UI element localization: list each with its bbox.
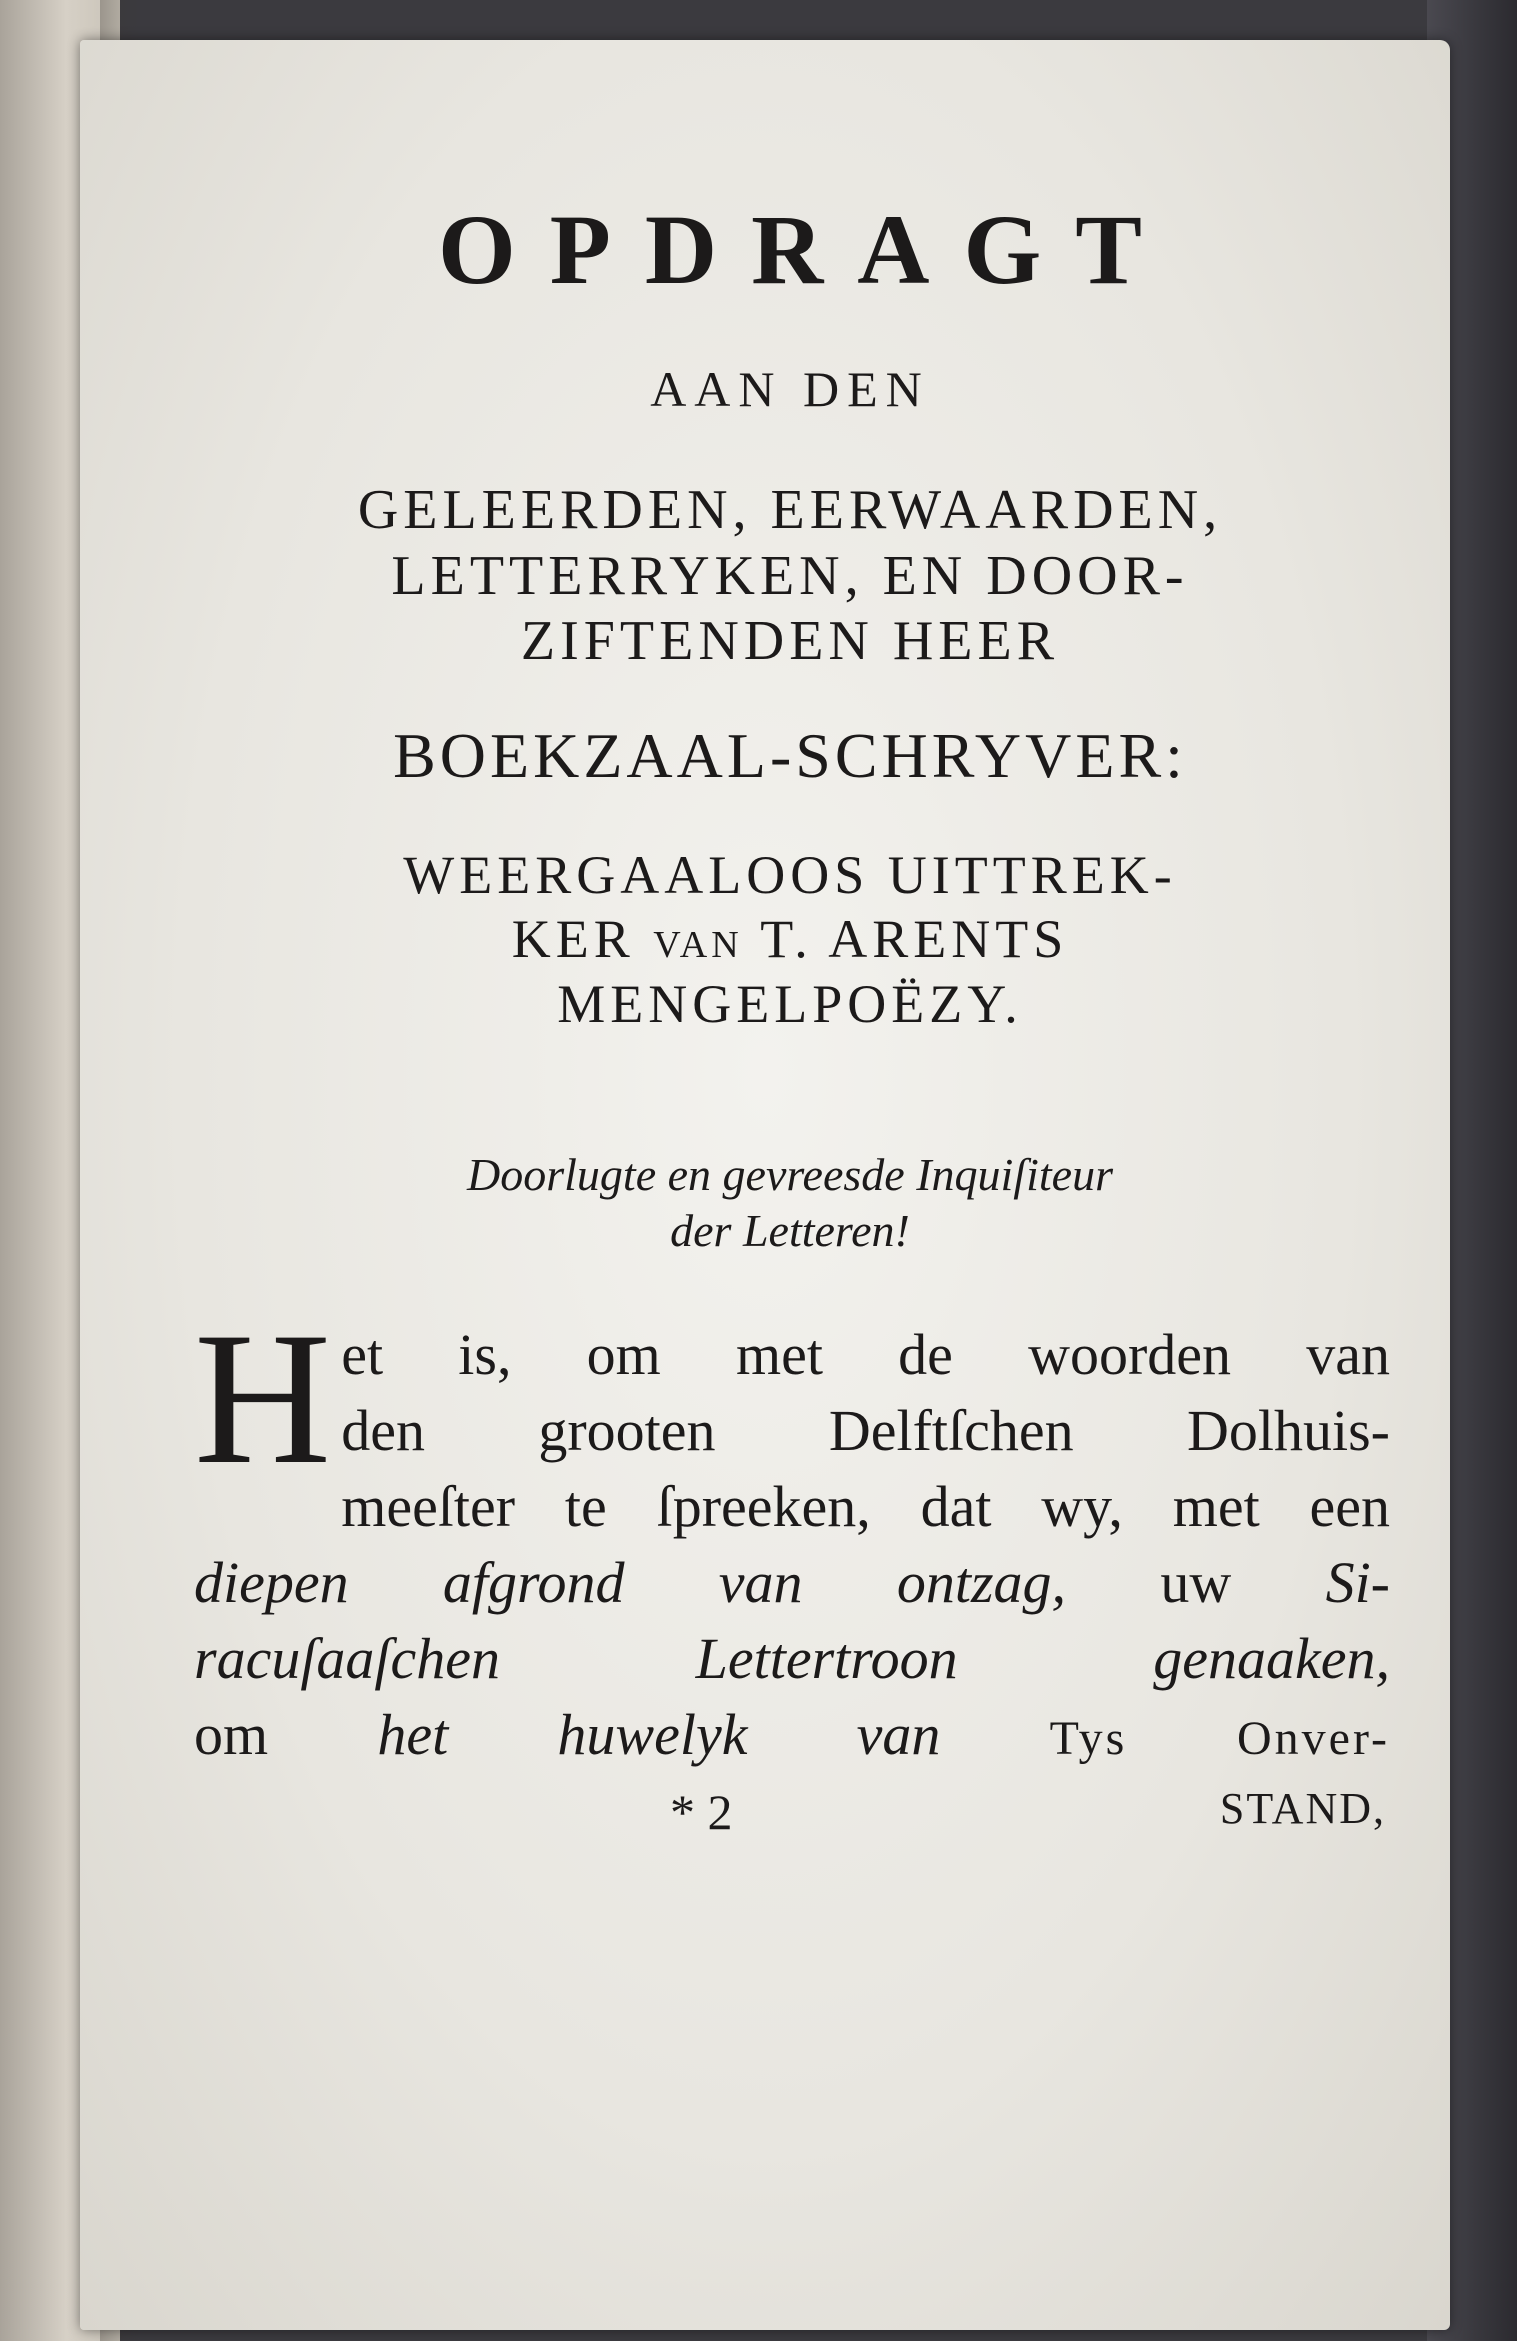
drop-cap: H <box>194 1294 332 1505</box>
weergaaloos-text: KER <box>511 909 635 970</box>
address-line: GELEERDEN, EERWAARDEN, <box>357 479 1223 541</box>
weergaaloos-line: WEERGAALOOS UITTREK- <box>403 844 1177 905</box>
weergaaloos-line: MENGELPOËZY. <box>557 974 1023 1035</box>
italic-text: Si- <box>1325 1550 1390 1616</box>
catchword: STAND, <box>1219 1783 1386 1833</box>
roman-text: uw <box>1066 1550 1326 1616</box>
weergaaloos-text: T. ARENTS <box>760 909 1069 970</box>
page-title: OPDRAGT <box>438 194 1176 305</box>
salutation-line: Doorlugte en gevreesde Inquiſiteur <box>467 1148 1113 1200</box>
salutation <box>190 1147 1390 1259</box>
boekzaal-heading: BOEKZAAL-SCHRYVER: <box>393 719 1187 791</box>
signature-mark: * 2 <box>670 1783 733 1840</box>
page-content <box>190 194 1390 1863</box>
body-line: et is, om met de woorden van <box>341 1322 1390 1388</box>
small-caps-text: Tys Onver- <box>1049 1712 1390 1765</box>
salutation-line: der Letteren! <box>670 1205 910 1257</box>
italic-text: het huwelyk van <box>377 1702 1050 1767</box>
aan-den-line: AAN DEN <box>650 361 930 417</box>
body-line: den grooten Delftſchen Dolhuis- <box>341 1398 1390 1464</box>
address-line: ZIFTENDEN HEER <box>520 610 1060 673</box>
body-line: racuſaaſchen Lettertroon genaaken, <box>194 1626 1390 1692</box>
body-line <box>194 1697 1390 1773</box>
address-line: LETTERRYKEN, EN DOOR- <box>391 544 1189 607</box>
weergaaloos-line <box>190 907 1390 972</box>
weergaaloos-small-caps: VAN <box>653 924 743 967</box>
italic-text: diepen afgrond van ontzag, <box>194 1550 1067 1616</box>
body-line <box>194 1545 1390 1621</box>
body-text <box>190 1294 1390 1773</box>
address-block <box>190 478 1390 675</box>
page-footer <box>190 1783 1390 1863</box>
book-page <box>80 40 1450 2330</box>
body-line: meeſter te ſpreeken, dat wy, met een <box>341 1474 1390 1540</box>
weergaaloos-block <box>190 843 1390 1037</box>
roman-text: om <box>194 1702 378 1767</box>
